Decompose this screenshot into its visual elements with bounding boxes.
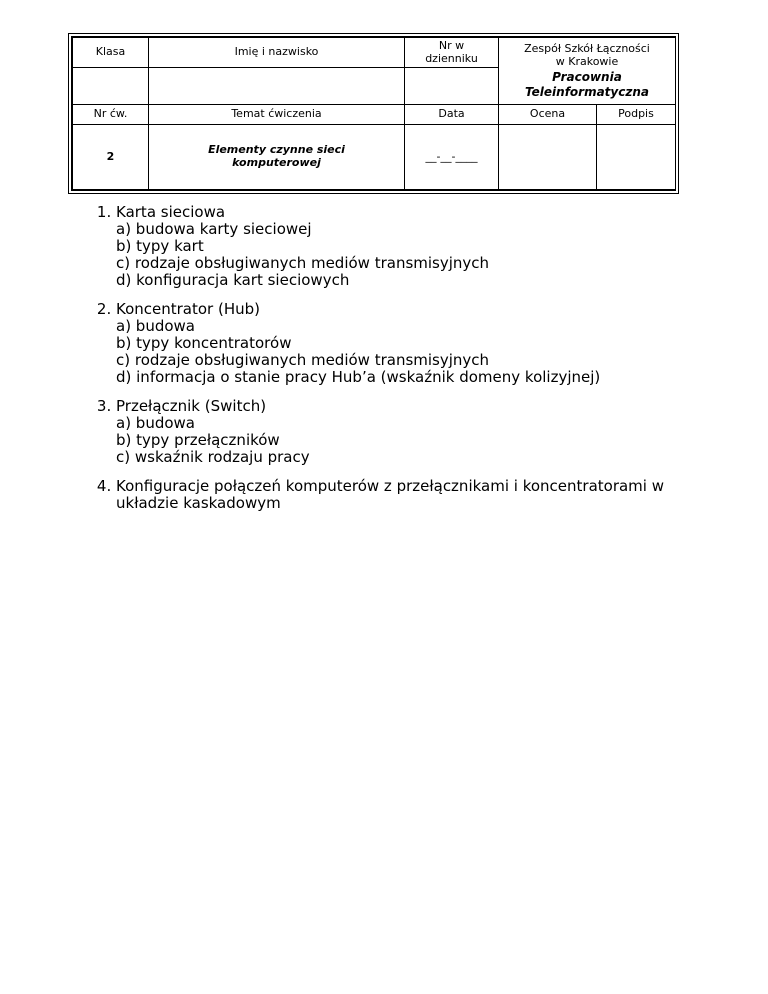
journal-number-line2: dzienniku bbox=[425, 51, 478, 65]
sub-list bbox=[116, 221, 700, 289]
grade-field[interactable] bbox=[499, 125, 597, 190]
lab-name-line1: Pracownia bbox=[552, 70, 622, 85]
exercise-topic bbox=[149, 125, 405, 190]
topic-label: Temat ćwiczenia bbox=[149, 105, 405, 125]
sub-item: a) budowa bbox=[116, 414, 195, 432]
sub-item: b) typy kart bbox=[116, 237, 204, 255]
signature-label: Podpis bbox=[597, 105, 676, 125]
grade-label: Ocena bbox=[499, 105, 597, 125]
lab-name-line2: Teleinformatyczna bbox=[525, 84, 649, 99]
school-name: Zespół Szkół Łączności bbox=[524, 41, 650, 55]
list-item bbox=[116, 204, 700, 289]
date-label: Data bbox=[405, 105, 499, 125]
topic-line1: Elementy czynne sieci bbox=[208, 143, 345, 157]
sub-list bbox=[116, 318, 700, 386]
item-title: Przełącznik (Switch) bbox=[116, 397, 267, 415]
sub-item: b) typy przełączników bbox=[116, 431, 280, 449]
signature-field[interactable] bbox=[597, 125, 676, 190]
name-label: Imię i nazwisko bbox=[149, 38, 405, 68]
list-item bbox=[116, 301, 700, 386]
name-value[interactable] bbox=[149, 68, 405, 105]
item-title: Karta sieciowa bbox=[116, 203, 226, 221]
sub-item: a) budowa bbox=[116, 317, 195, 335]
sub-list bbox=[116, 415, 700, 466]
sub-item: c) rodzaje obsługiwanych mediów transmisyjnych bbox=[116, 254, 490, 272]
journal-number-value[interactable] bbox=[405, 68, 499, 105]
header-table bbox=[72, 37, 676, 190]
school-city: w Krakowie bbox=[555, 54, 619, 68]
list-item bbox=[116, 398, 700, 466]
journal-number-label bbox=[405, 38, 499, 68]
sub-item: d) informacja o stanie pracy Hub’a (wskaźnik domeny kolizyjnej) bbox=[116, 368, 601, 386]
sub-item: b) typy koncentratorów bbox=[116, 334, 292, 352]
klasa-value[interactable] bbox=[73, 68, 149, 105]
item-title: Koncentrator (Hub) bbox=[116, 300, 261, 318]
sub-item: d) konfiguracja kart sieciowych bbox=[116, 271, 350, 289]
sub-item: a) budowa karty sieciowej bbox=[116, 220, 312, 238]
exercise-number-label: Nr ćw. bbox=[73, 105, 149, 125]
sub-item: c) rodzaje obsługiwanych mediów transmisyjnych bbox=[116, 351, 490, 369]
school-cell bbox=[499, 38, 676, 105]
list-item bbox=[116, 478, 700, 512]
sub-item: c) wskaźnik rodzaju pracy bbox=[116, 448, 310, 466]
journal-number-line1: Nr w bbox=[438, 38, 465, 52]
topic-line2: komputerowej bbox=[232, 156, 321, 169]
exercise-items-list bbox=[70, 204, 700, 524]
date-field[interactable]: __-__-____ bbox=[405, 125, 499, 190]
item-title: Konfiguracje połączeń komputerów z przełącznikami i koncentratorami w układzie kaskadowym bbox=[116, 477, 664, 512]
klasa-label: Klasa bbox=[73, 38, 149, 68]
exercise-number: 2 bbox=[73, 125, 149, 190]
